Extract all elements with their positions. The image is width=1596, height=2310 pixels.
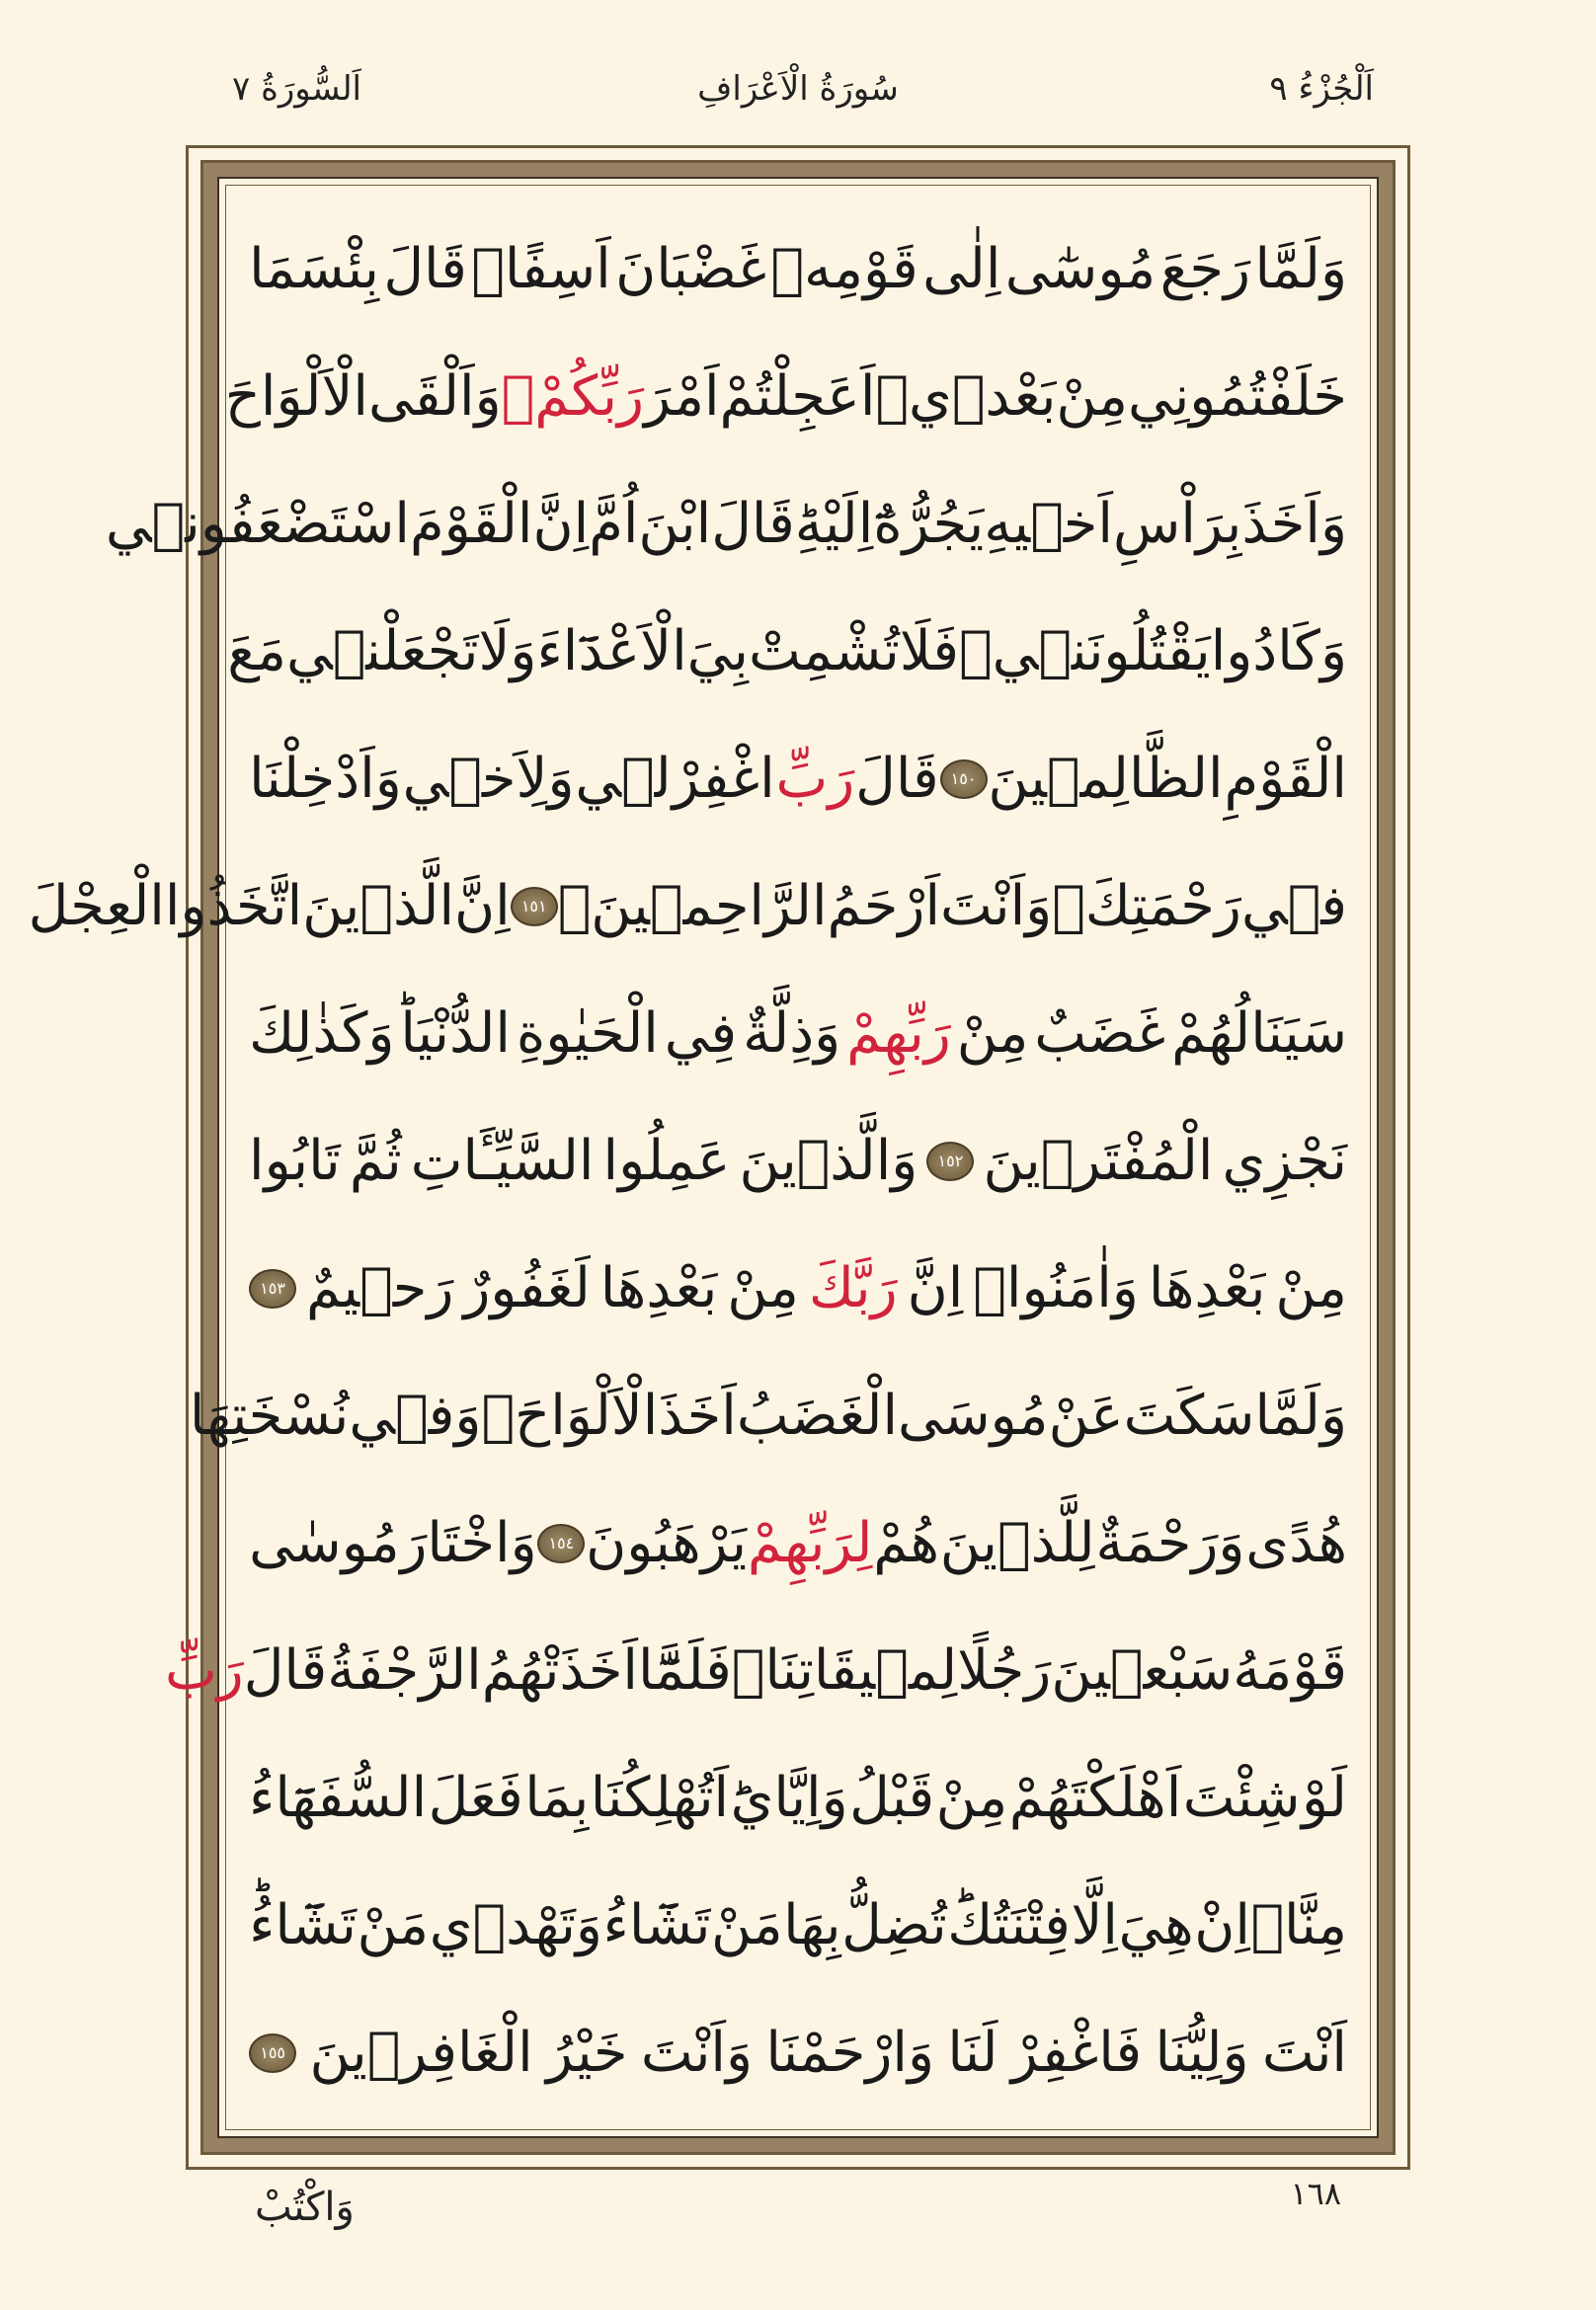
word: رَح۪يمٌ <box>306 1256 454 1320</box>
divine-name-word: رَبِّكُمْۚ <box>501 364 645 429</box>
word: مِنْ <box>727 1256 799 1320</box>
word: الْاَلْوَاحَ <box>224 364 368 429</box>
word: اسْتَضْعَفُون۪ي <box>105 492 410 556</box>
word: هُدًى <box>1245 1511 1347 1575</box>
word: تَشَٓاءُؕ <box>249 1893 358 1957</box>
word: الْمُفْتَر۪ينَ <box>983 1129 1214 1193</box>
word: اَهْلَكْتَهُمْ <box>1008 1766 1182 1830</box>
word: لَنَا <box>947 2021 998 2085</box>
text-line <box>249 715 1347 842</box>
word: تُشْمِتْ <box>748 619 900 683</box>
word: الْعِجْلَ <box>28 874 165 938</box>
word: بِرَاْسِ <box>1112 492 1242 556</box>
word: مِنَّاۚ <box>1250 1893 1347 1957</box>
word: السَّيِّـَٔاتِ <box>410 1129 595 1193</box>
word: مَنْ <box>710 1893 783 1957</box>
word: الْقَوْمِ <box>1224 747 1347 811</box>
word: لِم۪يقَاتِنَاۚ <box>731 1638 958 1703</box>
word: مِنْ <box>1056 364 1129 429</box>
catchword: وَاكْتُبْ <box>255 2185 355 2230</box>
word: ابْنَ <box>638 492 712 556</box>
word: تُضِلُّ <box>841 1893 947 1957</box>
word: تَجْعَلْن۪ي <box>286 619 479 683</box>
sura-number-label: اَلسُّورَةُ ٧ <box>232 69 362 109</box>
text-line <box>224 333 1347 460</box>
word: ف۪ي <box>1240 874 1347 938</box>
word: قَالَ <box>711 492 795 556</box>
word: اَخَذَتْهُمُ <box>481 1638 638 1703</box>
word: نُسْخَتِهَا <box>189 1384 350 1448</box>
word: اَنْتَ <box>1261 2021 1347 2085</box>
word: الْغَضَبُ <box>736 1384 899 1448</box>
divine-name-word: رَبِّهِمْ <box>846 1001 951 1066</box>
word: الرَّجْفَةُ <box>327 1638 482 1703</box>
word: هِيَ <box>1118 1893 1194 1957</box>
ayah-number-marker: ١٥٤ <box>537 1524 585 1563</box>
word: قَالَ <box>383 237 467 301</box>
text-line <box>249 1989 1347 2116</box>
word: سَبْع۪ينَ <box>1051 1638 1234 1703</box>
word: الْاَلْوَاحَۚ <box>481 1384 659 1448</box>
word: اِنَّ <box>532 492 590 556</box>
divine-name-word: لِرَبِّهِمْ <box>747 1511 873 1575</box>
word: وَاَنْتَ <box>940 874 1053 938</box>
word: الْغَافِر۪ينَ <box>309 2021 533 2085</box>
word: لَغَفُورٌ <box>463 1256 591 1320</box>
word: اِلَيْهِؕ <box>794 492 874 556</box>
word: مَنْ <box>357 1893 430 1957</box>
word: وَاَنْتَ <box>640 2021 754 2085</box>
text-line <box>249 1097 1347 1225</box>
word: فَلَمَّٓا <box>638 1638 732 1703</box>
word: وَلِاَخ۪ي <box>402 747 575 811</box>
word: اِنَّ <box>907 1256 964 1320</box>
word: وَف۪ي <box>349 1384 482 1448</box>
word: لِلَّذ۪ينَ <box>939 1511 1095 1575</box>
word: قَبْلُ <box>849 1766 935 1830</box>
word: اِنْ <box>1194 1893 1250 1957</box>
word: هُمْ <box>873 1511 940 1575</box>
word: وَلِيُّنَا <box>1155 2021 1249 2085</box>
word: تَشَٓاءُ <box>602 1893 711 1957</box>
word: خَيْرُ <box>546 2021 628 2085</box>
word: وَتَهْد۪ي <box>429 1893 602 1957</box>
ayah-number-marker: ١٥٣ <box>249 1269 296 1309</box>
text-line <box>189 1352 1347 1479</box>
word: بِيَ <box>686 619 749 683</box>
word: سَيَنَالُهُمْ <box>1171 1001 1347 1066</box>
text-line <box>249 1862 1347 1989</box>
word: رَحْمَتِكَۘ <box>1052 874 1241 938</box>
word: السُّفَهَٓاءُ <box>249 1766 428 1830</box>
ayah-number-marker: ١٥١ <box>511 887 558 926</box>
text-line <box>164 1607 1347 1734</box>
word: بِئْسَمَا <box>249 237 379 301</box>
word: اَمْرَ <box>644 364 720 429</box>
word: اِلٰى <box>922 237 1001 301</box>
word: اُمَّ <box>589 492 639 556</box>
page-number: ١٦٨ <box>1290 2175 1341 2212</box>
word: عَنْ <box>1048 1384 1124 1448</box>
word: مِنْ <box>1275 1256 1347 1320</box>
quran-text-block <box>28 205 1347 2121</box>
juz-label: اَلْجُزْءُ ٩ <box>1269 69 1374 109</box>
word: الْقَوْمَ <box>409 492 533 556</box>
text-line <box>249 1225 1347 1352</box>
word: تَابُوا <box>249 1129 341 1193</box>
word: قَوْمَهُ <box>1233 1638 1347 1703</box>
ayah-number-marker: ١٥٠ <box>940 759 988 799</box>
word: قَالَ <box>855 747 939 811</box>
word: رَجَعَ <box>1159 237 1251 301</box>
word: عَمِلُوا <box>602 1129 731 1193</box>
word: بَعْدِهَا <box>1148 1256 1266 1320</box>
word: مِنْ <box>935 1766 1008 1830</box>
text-line <box>28 842 1347 970</box>
word: فِي <box>664 1001 738 1066</box>
word: بِمَا <box>524 1766 590 1830</box>
word: الظَّالِم۪ينَ <box>988 747 1224 811</box>
word: يَرْهَبُونَ <box>586 1511 748 1575</box>
word: ل۪ي <box>575 747 672 811</box>
word: مِنْ <box>956 1001 1029 1066</box>
word: الدُّنْيَاؕ <box>400 1001 511 1066</box>
word: اِنَّ <box>454 874 511 938</box>
word: فَلَا <box>899 619 960 683</box>
page-header <box>0 69 1596 138</box>
sura-title: سُورَةُ الْاَعْرَافِ <box>697 69 899 109</box>
text-line <box>249 205 1347 333</box>
divine-name-word: رَبِّ <box>775 747 855 811</box>
word: وَلَا <box>478 619 537 683</box>
word: رَجُلًا <box>957 1638 1052 1703</box>
word: نَجْزِي <box>1222 1129 1347 1193</box>
word: وَكَادُوا <box>1210 619 1347 683</box>
word: اَعَجِلْتُمْ <box>719 364 876 429</box>
word: مُوسٰى <box>249 1511 400 1575</box>
word: فَعَلَ <box>428 1766 523 1830</box>
text-line <box>227 588 1347 715</box>
word: اَخَذَ <box>658 1384 737 1448</box>
word: اَسِفًاۙ <box>471 237 611 301</box>
word: وَاخْتَارَ <box>400 1511 537 1575</box>
text-line <box>249 1734 1347 1862</box>
word: شِئْتَ <box>1182 1766 1301 1830</box>
word: وَاَدْخِلْنَا <box>249 747 402 811</box>
word: غَضْبَانَ <box>615 237 767 301</box>
word: بَعْد۪يۚ <box>875 364 1057 429</box>
text-line <box>249 970 1347 1097</box>
word: مَعَ <box>227 619 287 683</box>
ayah-number-marker: ١٥٢ <box>926 1142 974 1181</box>
word: فَاغْفِرْ <box>1010 2021 1143 2085</box>
word: الرَّاحِم۪ينَ۟ <box>557 874 828 938</box>
word: بَعْدِهَا <box>599 1256 718 1320</box>
word: ثُمَّ <box>349 1129 402 1193</box>
word: الْاَعْدَٓاءَ <box>536 619 687 683</box>
word: اَخ۪يهِ <box>984 492 1113 556</box>
word: وَاِيَّايَؕ <box>730 1766 848 1830</box>
word: الَّذ۪ينَ <box>302 874 455 938</box>
divine-name-word: رَبَّكَ <box>808 1256 898 1320</box>
word: اتَّخَذُوا <box>164 874 303 938</box>
word: قَالَ <box>243 1638 328 1703</box>
divine-name-word: رَبِّ <box>164 1638 244 1703</box>
text-line <box>249 1479 1347 1607</box>
word: يَقْتُلُونَن۪يۘ <box>959 619 1211 683</box>
word: وَاَخَذَ <box>1241 492 1347 556</box>
word: بِهَا <box>783 1893 841 1957</box>
word: فِتْنَتُكَؕ <box>947 1893 1071 1957</box>
word: وَكَذٰلِكَ <box>249 1001 395 1066</box>
word: مُوسٰٓى <box>1004 237 1157 301</box>
word: يَجُرُّهُٓ <box>873 492 985 556</box>
word: وَارْحَمْنَا <box>765 2021 935 2085</box>
word: خَلَفْتُمُونِي <box>1128 364 1347 429</box>
word: قَوْمِهٖ <box>770 237 918 301</box>
word: مُوسَى <box>898 1384 1049 1448</box>
word: وَذِلَّةٌ <box>743 1001 841 1066</box>
word: اغْفِرْ <box>672 747 775 811</box>
word: وَاَلْقَى <box>367 364 502 429</box>
word: وَلَمَّا <box>1254 237 1347 301</box>
ayah-number-marker: ١٥٥ <box>249 2033 296 2073</box>
word: الْحَيٰوةِ <box>516 1001 659 1066</box>
text-line <box>105 460 1347 588</box>
word: اِلَّا <box>1071 1893 1118 1957</box>
word: وَالَّذ۪ينَ <box>739 1129 918 1193</box>
word: سَكَتَ <box>1123 1384 1255 1448</box>
word: اَتُهْلِكُنَا <box>590 1766 730 1830</box>
word: وَلَمَّا <box>1254 1384 1347 1448</box>
word: غَضَبٌ <box>1034 1001 1166 1066</box>
word: لَوْ <box>1302 1766 1347 1830</box>
word: وَاٰمَنُواۘ <box>973 1256 1139 1320</box>
word: اَرْحَمُ <box>827 874 941 938</box>
word: وَرَحْمَةٌ <box>1095 1511 1245 1575</box>
